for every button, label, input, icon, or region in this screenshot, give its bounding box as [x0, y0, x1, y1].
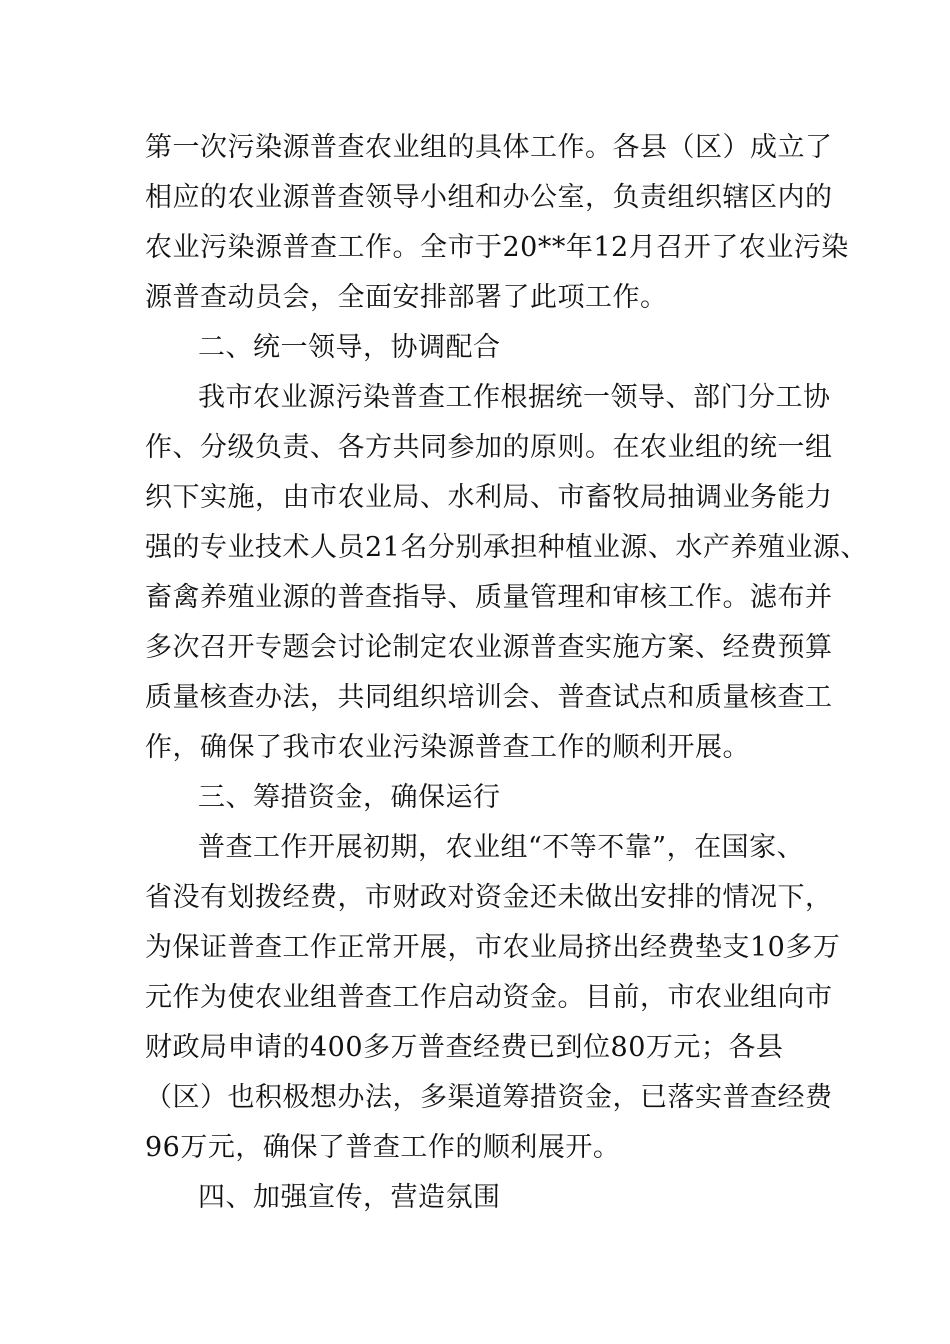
- paragraph-line: 相应的农业源普查领导小组和办公室，负责组织辖区内的: [145, 182, 833, 213]
- paragraph-line: 第一次污染源普查农业组的具体工作。各县（区）成立了: [145, 132, 833, 163]
- paragraph-line: 普查工作开展初期，农业组“不等不靠”，在国家、: [198, 832, 805, 863]
- paragraph-line: 织下实施，由市农业局、水利局、市畜牧局抽调业务能力: [145, 482, 833, 513]
- paragraph-line: 96万元，确保了普查工作的顺利展开。: [145, 1132, 621, 1163]
- paragraph-line: 省没有划拨经费，市财政对资金还未做出安排的情况下，: [145, 882, 833, 913]
- section-heading: 四、加强宣传，营造氛围: [198, 1182, 501, 1213]
- paragraph-line: 源普查动员会，全面安排部署了此项工作。: [145, 282, 668, 313]
- paragraph-line: 作、分级负责、各方共同参加的原则。在农业组的统一组: [145, 432, 833, 463]
- paragraph-line: 农业污染源普查工作。全市于20**年12月召开了农业污染: [145, 232, 849, 263]
- paragraph-line: 多次召开专题会讨论制定农业源普查实施方案、经费预算: [145, 632, 833, 663]
- paragraph-line: 财政局申请的400多万普查经费已到位80万元；各县: [145, 1032, 784, 1063]
- section-heading: 二、统一领导，协调配合: [198, 332, 501, 363]
- paragraph-line: 作，确保了我市农业污染源普查工作的顺利开展。: [145, 732, 750, 763]
- paragraph-line: 元作为使农业组普查工作启动资金。目前，市农业组向市: [145, 982, 833, 1013]
- paragraph-line: 我市农业源污染普查工作根据统一领导、部门分工协: [198, 382, 831, 413]
- paragraph-line: （区）也积极想办法，多渠道筹措资金，已落实普查经费: [145, 1082, 833, 1113]
- section-heading: 三、筹措资金，确保运行: [198, 782, 501, 813]
- paragraph-line: 为保证普查工作正常开展，市农业局挤出经费垫支10多万: [145, 932, 841, 963]
- paragraph-line: 强的专业技术人员21名分别承担种植业源、水产养殖业源、: [145, 532, 868, 563]
- paragraph-line: 质量核查办法，共同组织培训会、普查试点和质量核查工: [145, 682, 833, 713]
- paragraph-line: 畜禽养殖业源的普查指导、质量管理和审核工作。滤布并: [145, 582, 833, 613]
